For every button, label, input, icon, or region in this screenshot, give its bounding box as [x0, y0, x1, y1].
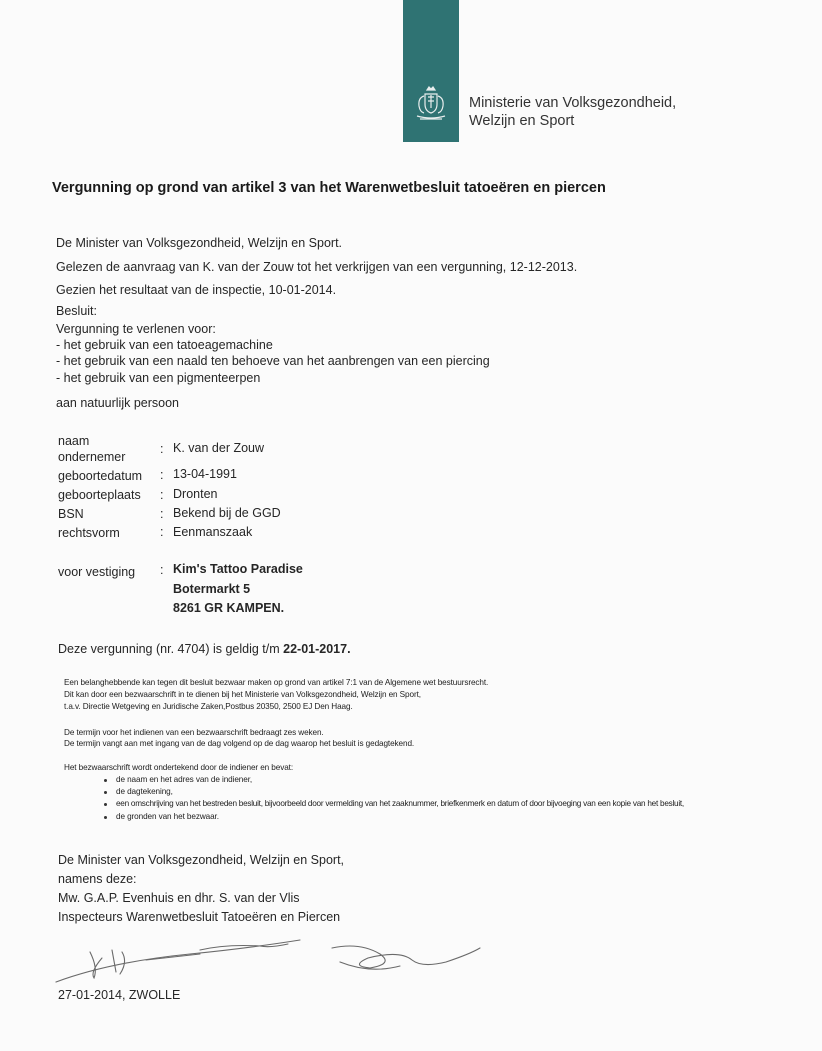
validity-statement	[58, 642, 351, 656]
rechtsvorm-value: Eenmanszaak	[173, 525, 253, 539]
validity-prefix: Deze vergunning (nr. 4704) is geldig t/m	[58, 642, 280, 656]
bullet-icon	[104, 779, 107, 782]
ministry-name-line-1: Ministerie van Volksgezondheid,	[469, 95, 677, 111]
ondernemer-label: ondernemer	[58, 450, 126, 464]
naam-value: K. van der Zouw	[173, 441, 265, 455]
field-separator: :	[160, 488, 164, 502]
fine-print-bullet: de naam en het adres van de indiener,	[116, 775, 253, 784]
naam-label: naam	[58, 434, 90, 448]
besluit-label: Besluit:	[56, 304, 97, 318]
bsn-label: BSN	[58, 507, 84, 521]
fine-print-line: t.a.v. Directie Wetgeving en Juridische Zaken,Postbus 20350, 2500 EJ Den Haag.	[64, 702, 353, 711]
validity-date: 22-01-2017.	[283, 642, 351, 656]
field-separator: :	[160, 507, 164, 521]
intro-minister: De Minister van Volksgezondheid, Welzijn en Sport.	[56, 236, 343, 250]
field-separator: :	[160, 468, 164, 482]
vestiging-label: voor vestiging	[58, 565, 136, 579]
signature-place-date: 27-01-2014, ZWOLLE	[58, 988, 181, 1002]
handwritten-signature	[50, 932, 490, 992]
bsn-value: Bekend bij de GGD	[173, 506, 281, 520]
geboorteplaats-label: geboorteplaats	[58, 488, 141, 502]
intro-aanvraag: Gelezen de aanvraag van K. van der Zouw tot het verkrijgen van een vergunning, 12-12-2013.	[56, 260, 578, 274]
fine-print-line: Het bezwaarschrift wordt ondertekend door de indiener en bevat:	[64, 763, 294, 772]
closing-namens: namens deze:	[58, 872, 137, 886]
fine-print-bullet: een omschrijving van het bestreden besluit, bijvoorbeeld door vermelding van het zaaknummer, briefkenmerk en datum of door bijvoeging van een kopie van het besluit,	[116, 799, 684, 808]
recipient-type: aan natuurlijk persoon	[56, 396, 179, 410]
vestiging-street: Botermarkt 5	[173, 582, 251, 596]
closing-inspectors: Mw. G.A.P. Evenhuis en dhr. S. van der Vlis	[58, 891, 300, 905]
vergunning-heading: Vergunning te verlenen voor:	[56, 322, 216, 336]
bullet-icon	[104, 816, 107, 819]
field-separator: :	[160, 563, 164, 577]
rechtsvorm-label: rechtsvorm	[58, 526, 120, 540]
fine-print-line: De termijn vangt aan met ingang van de dag volgend op de dag waarop het besluit is gedagtekend.	[64, 739, 415, 748]
ministry-name-line-2: Welzijn en Sport	[469, 113, 575, 129]
fine-print-bullet: de dagtekening,	[116, 787, 173, 796]
closing-minister: De Minister van Volksgezondheid, Welzijn en Sport,	[58, 853, 345, 867]
field-separator: :	[160, 525, 164, 539]
document-title: Vergunning op grond van artikel 3 van het Warenwetbesluit tatoeëren en piercen	[52, 180, 606, 196]
bullet-icon	[104, 791, 107, 794]
fine-print-line: Dit kan door een bezwaarschrift in te dienen bij het Ministerie van Volksgezondheid, Welzijn en Sport,	[64, 690, 421, 699]
field-separator: :	[160, 442, 164, 456]
geboorteplaats-value: Dronten	[173, 487, 218, 501]
fine-print-bullet: de gronden van het bezwaar.	[116, 812, 219, 821]
vergunning-item: - het gebruik van een naald ten behoeve van het aanbrengen van een piercing	[56, 354, 490, 368]
geboortedatum-value: 13-04-1991	[173, 467, 237, 481]
closing-title: Inspecteurs Warenwetbesluit Tatoeëren en Piercen	[58, 910, 341, 924]
ministry-name	[469, 94, 676, 130]
vestiging-city: 8261 GR KAMPEN.	[173, 601, 285, 615]
intro-inspectie: Gezien het resultaat van de inspectie, 10-01-2014.	[56, 283, 337, 297]
vergunning-item: - het gebruik van een pigmenteerpen	[56, 371, 261, 385]
vestiging-name: Kim's Tattoo Paradise	[173, 562, 303, 576]
fine-print-line: De termijn voor het indienen van een bezwaarschrift bedraagt zes weken.	[64, 728, 324, 737]
vergunning-item: - het gebruik van een tatoeagemachine	[56, 338, 273, 352]
royal-coat-of-arms-icon	[411, 84, 451, 124]
geboortedatum-label: geboortedatum	[58, 469, 143, 483]
bullet-icon	[104, 803, 107, 806]
fine-print-line: Een belanghebbende kan tegen dit besluit bezwaar maken op grond van artikel 7:1 van de Algemene wet bestuursrecht.	[64, 678, 489, 687]
